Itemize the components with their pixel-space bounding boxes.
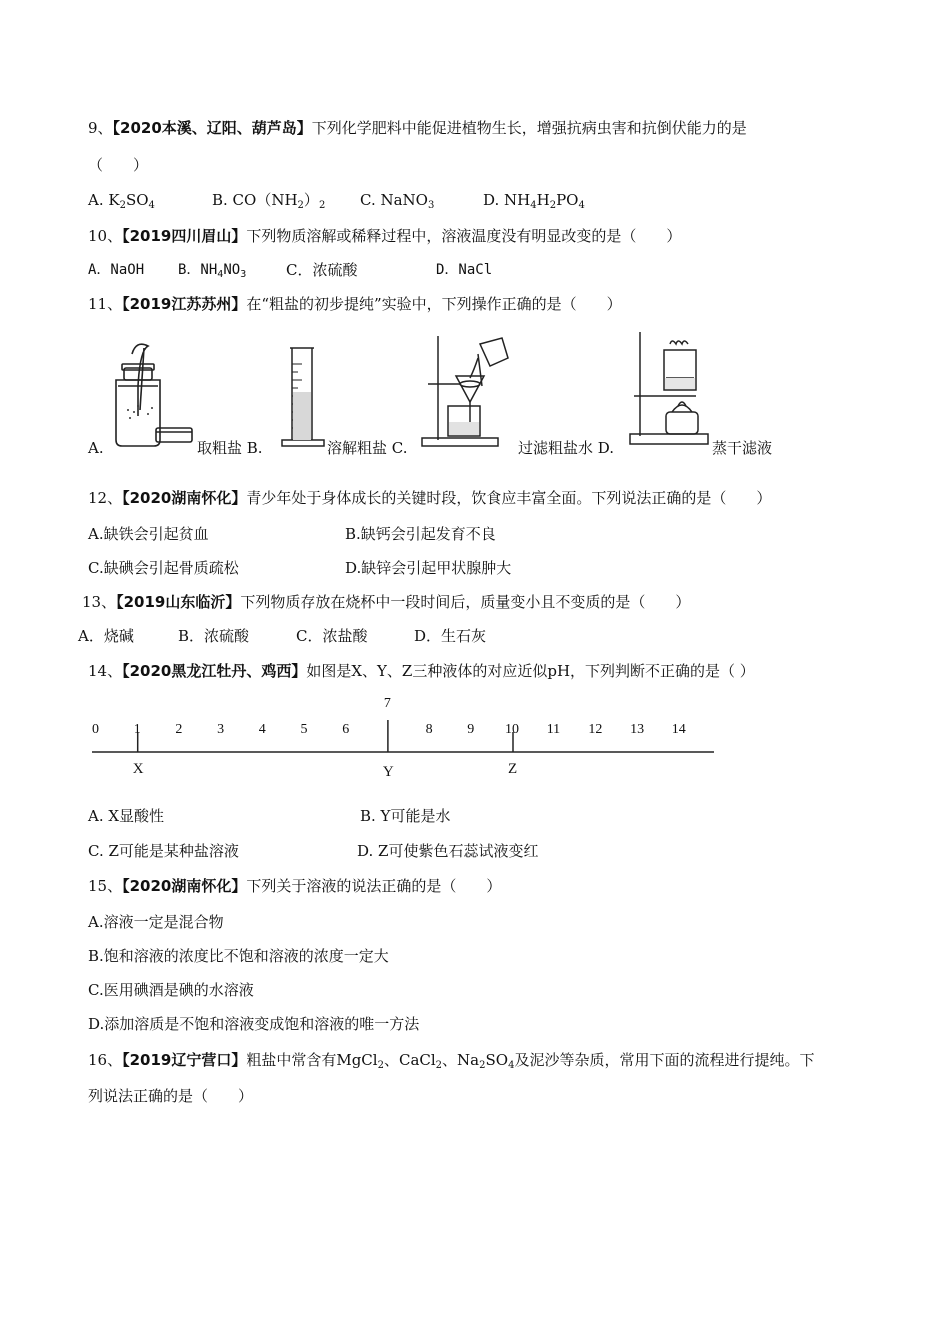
question-14-stem: 14、【2020黑龙江牡丹、鸡西】如图是X、Y、Z三种液体的对应近似pH，下列判断不正确的是（ ） <box>88 662 755 680</box>
ph-tick-label: 14 <box>671 722 686 737</box>
source-tag: 【2020本溪、辽阳、葫芦岛】 <box>112 119 312 137</box>
option-b: B．$NH_4NO_3$ <box>178 262 247 280</box>
question-9-paren: （ ） <box>88 156 149 174</box>
option-a: A. $K_2SO_4$ <box>88 191 155 211</box>
option-b: B．浓硫酸 <box>178 627 250 645</box>
figure-a-take-salt <box>108 340 194 452</box>
ph-tick-label: 2 <box>175 722 183 737</box>
option-a: A.缺铁会引起贫血 <box>88 525 209 543</box>
ph-tick-label: 5 <box>300 722 308 737</box>
option-a: A.溶液一定是混合物 <box>88 913 224 931</box>
option-b: B.饱和溶液的浓度比不饱和溶液的浓度一定大 <box>88 947 389 965</box>
question-10-stem: 10、【2019四川眉山】下列物质溶解或稀释过程中，溶液温度没有明显改变的是（ ） <box>88 227 682 245</box>
ph-tick-label: 10 <box>505 722 519 737</box>
option-c: C．浓盐酸 <box>296 627 368 645</box>
figure-c-caption: 过滤粗盐水 D. <box>518 439 615 457</box>
ph-tick-label: 11 <box>546 722 561 737</box>
ph-marker-y: Y <box>382 764 394 780</box>
source-tag: 【2020黑龙江牡丹、鸡西】 <box>122 662 307 680</box>
source-tag: 【2020湖南怀化】 <box>122 489 247 507</box>
option-d: D. $NH_4H_2PO_4$ <box>483 191 585 211</box>
ph-tick-label: 9 <box>467 722 475 737</box>
figure-b-caption: 溶解粗盐 C. <box>327 439 408 457</box>
ph-tick-label: 4 <box>258 722 266 737</box>
question-9-stem: 9、【2020本溪、辽阳、葫芦岛】下列化学肥料中能促进植物生长，增强抗病虫害和抗倒伏能力的是 <box>88 119 747 137</box>
ph-marker-x: X <box>132 761 144 777</box>
option-d: D.添加溶质是不饱和溶液变成饱和溶液的唯一方法 <box>88 1015 420 1033</box>
ph-tick-label: 1 <box>133 722 141 737</box>
source-tag: 【2019辽宁营口】 <box>122 1051 247 1069</box>
source-tag: 【2019江苏苏州】 <box>122 295 247 313</box>
figure-a-caption: 取粗盐 B. <box>197 439 263 457</box>
question-16-stem-line2: 列说法正确的是（ ） <box>88 1087 254 1105</box>
question-13-stem: 13、【2019山东临沂】下列物质存放在烧杯中一段时间后，质量变小且不变质的是（ ） <box>82 593 691 611</box>
figure-c-filtration <box>420 330 516 452</box>
figure-a-label: A. <box>88 439 104 457</box>
question-12-stem: 12、【2020湖南怀化】青少年处于身体成长的关键时段，饮食应丰富全面。下列说法正确的是（ ） <box>88 489 772 507</box>
option-c: C. NaNO$_3$ <box>360 191 435 211</box>
option-a: A．NaOH <box>88 262 145 278</box>
option-b: B. $CO(NH_2)_2$ <box>212 191 326 211</box>
option-b: B.缺钙会引起发育不良 <box>345 525 496 543</box>
option-d: D.缺锌会引起甲状腺肿大 <box>345 559 512 577</box>
option-d: D. Z可使紫色石蕊试液变红 <box>357 842 539 860</box>
ph-tick-label: 7 <box>383 696 391 711</box>
ph-tick-label: 13 <box>630 722 645 737</box>
option-a: A．烧碱 <box>78 627 134 645</box>
option-d: D．NaCl <box>436 262 493 278</box>
question-11-stem: 11、【2019江苏苏州】在“粗盐的初步提纯”实验中，下列操作正确的是（ ） <box>88 295 622 313</box>
ph-tick-label: 6 <box>342 722 350 737</box>
ph-marker-z: Z <box>508 761 518 777</box>
ph-tick-label: 12 <box>588 722 603 737</box>
option-c: C. Z可能是某种盐溶液 <box>88 842 239 860</box>
source-tag: 【2019山东临沂】 <box>116 593 241 611</box>
source-tag: 【2020湖南怀化】 <box>122 877 247 895</box>
figure-d-caption: 蒸干滤液 <box>712 439 773 457</box>
option-c: C.医用碘酒是碘的水溶液 <box>88 981 254 999</box>
ph-tick-label: 8 <box>425 722 433 737</box>
figure-d-evaporation <box>626 328 712 452</box>
option-a: A. X显酸性 <box>88 807 165 825</box>
option-c: C.缺碘会引起骨质疏松 <box>88 559 239 577</box>
ph-tick-label: 3 <box>217 722 225 737</box>
figure-b-graduated-cylinder <box>280 344 328 452</box>
source-tag: 【2019四川眉山】 <box>122 227 247 245</box>
option-c: C．浓硫酸 <box>286 261 358 279</box>
question-16-stem: 16、【2019辽宁营口】粗盐中常含有MgCl$_2$、CaCl$_2$、$Na_2SO_4$及泥沙等杂质，常用下面的流程进行提纯。下 <box>88 1051 815 1071</box>
option-b: B. Y可能是水 <box>360 807 451 825</box>
option-d: D．生石灰 <box>414 627 487 645</box>
ph-tick-label: 0 <box>92 722 99 737</box>
question-15-stem: 15、【2020湖南怀化】下列关于溶液的说法正确的是（ ） <box>88 877 502 895</box>
